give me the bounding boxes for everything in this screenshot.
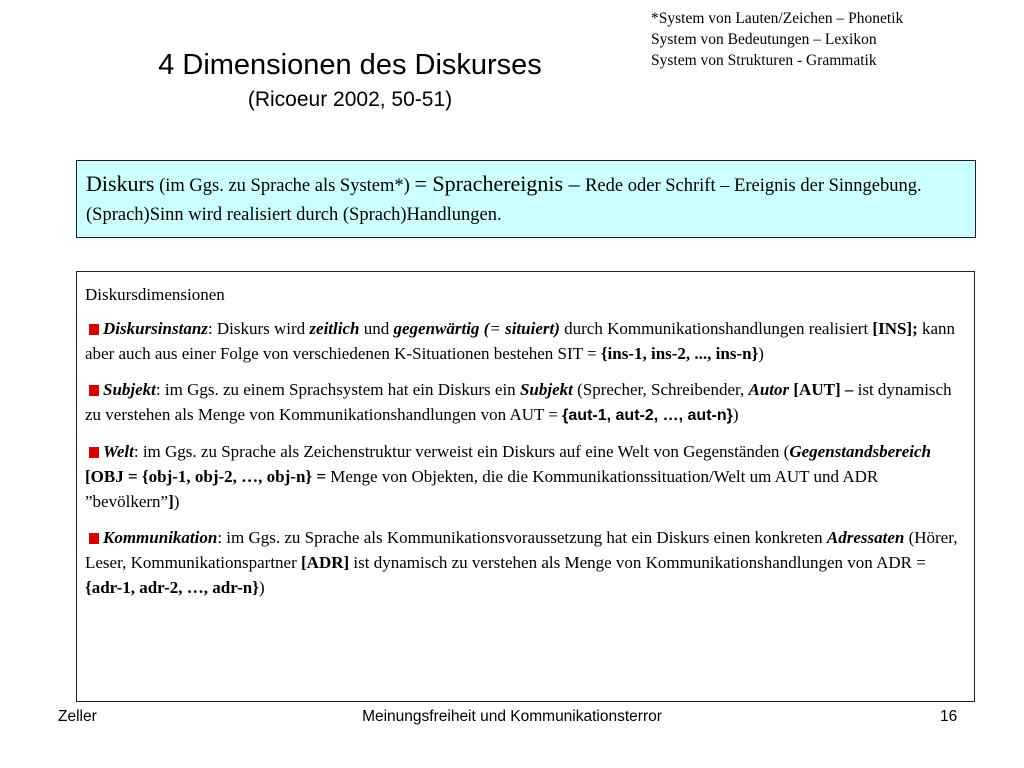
definition-box	[76, 160, 976, 238]
dim4-text: ist dynamisch zu verstehen als Menge von Kommunikationshandlungen von ADR =	[349, 553, 926, 572]
dim2-text: )	[732, 405, 739, 424]
bullet-square-icon	[89, 324, 99, 335]
slide-title-main: 4 Dimensionen des Diskurses	[158, 49, 542, 81]
dim4-adr: [ADR]	[301, 553, 350, 572]
dim4-text: : im Ggs. zu Sprache als Kommunikationsvoraussetzung hat ein Diskurs einen konkreten	[217, 528, 827, 547]
dimensions-box	[76, 271, 975, 702]
dim3-gegenstandsbereich: Gegenstandsbereich	[789, 442, 932, 461]
dim2-autor: Autor	[748, 380, 790, 399]
note-line-grammatik: System von Strukturen - Grammatik	[651, 52, 877, 69]
dim1-gegenwaertig: gegenwärtig (	[393, 319, 490, 338]
dimension-welt	[85, 439, 966, 514]
dimension-subjekt	[85, 377, 966, 428]
footer-author: Zeller	[58, 708, 97, 725]
dimension-diskursinstanz	[85, 316, 966, 366]
definition-paren: (im Ggs. zu Sprache als System*)	[154, 176, 415, 196]
note-line-lexikon: System von Bedeutungen – Lexikon	[651, 31, 877, 48]
dim2-term: Subjekt	[103, 380, 156, 399]
slide-title-source: (Ricoeur 2002, 50-51)	[247, 88, 453, 111]
dim1-situiert: situiert)	[505, 319, 560, 338]
definition-equals: = Sprachereignis –	[414, 171, 586, 196]
dim3-text: : im Ggs. zu Sprache als Zeichenstruktur verweist ein Diskurs auf eine Welt von Gegenständen (	[133, 442, 790, 461]
dim1-ins: [INS];	[872, 319, 918, 338]
dim4-term: Kommunikation	[103, 528, 218, 547]
dim3-term: Welt	[103, 442, 134, 461]
note-line-phonetik: *System von Lauten/Zeichen – Phonetik	[651, 10, 904, 27]
dim1-text: )	[758, 344, 764, 363]
dim4-adressaten: Adressaten	[826, 528, 905, 547]
definition-term: Diskurs	[86, 171, 155, 196]
dim3-text: )	[173, 492, 180, 511]
dim4-text: (Hörer, Leser, Kommunikationspartner	[85, 528, 958, 572]
dim3-obj: [OBJ = {obj-1, obj-2, …, obj-n} =	[85, 467, 327, 486]
dim2-text: (Sprecher, Schreibender,	[572, 380, 749, 399]
dim1-term: Diskursinstanz	[103, 319, 208, 338]
bullet-square-icon	[89, 447, 99, 458]
footer-page-number: 16	[940, 708, 958, 725]
dim4-text: )	[258, 578, 265, 597]
definition-rest: Rede oder Schrift – Ereignis der Sinngebung. (Sprach)Sinn wird realisiert durch (Sprach)Handlungen.	[86, 176, 922, 225]
system-note	[651, 8, 903, 71]
dim2-aut: [AUT] –	[789, 380, 854, 399]
dim1-text: durch Kommunikationshandlungen realisiert	[559, 319, 873, 338]
dim2-set: {aut-1, aut-2, …, aut-n}	[562, 407, 733, 424]
footer-title: Meinungsfreiheit und Kommunikationsterror	[362, 708, 662, 725]
dim1-text: : Diskurs wird	[207, 319, 310, 338]
dim3-bracket: ]	[168, 492, 174, 511]
dim1-set: {ins-1, ins-2, ..., ins-n}	[600, 344, 759, 363]
dim2-subjekt: Subjekt	[519, 380, 573, 399]
dim2-text: : im Ggs. zu einem Sprachsystem hat ein Diskurs ein	[155, 380, 520, 399]
dimension-kommunikation	[85, 525, 966, 600]
bullet-square-icon	[89, 385, 99, 396]
bullet-square-icon	[89, 533, 99, 544]
slide-title	[90, 48, 610, 114]
dim1-text: =	[489, 319, 506, 338]
dim4-set: {adr-1, adr-2, …, adr-n}	[85, 578, 259, 597]
dim1-text: kann aber auch aus einer Folge von verschiedenen K-Situationen bestehen SIT =	[85, 319, 956, 363]
dim1-zeitlich: zeitlich	[309, 319, 360, 338]
dim1-text: und	[359, 319, 394, 338]
dim2-text: ist dynamisch zu verstehen als Menge von Kommunikationshandlungen von AUT =	[85, 380, 952, 424]
dim3-text: Menge von Objekten, die die Kommunikationssituation/Welt um AUT und ADR ”bevölkern”	[85, 467, 879, 511]
dimensions-heading: Diskursdimensionen	[85, 285, 225, 304]
